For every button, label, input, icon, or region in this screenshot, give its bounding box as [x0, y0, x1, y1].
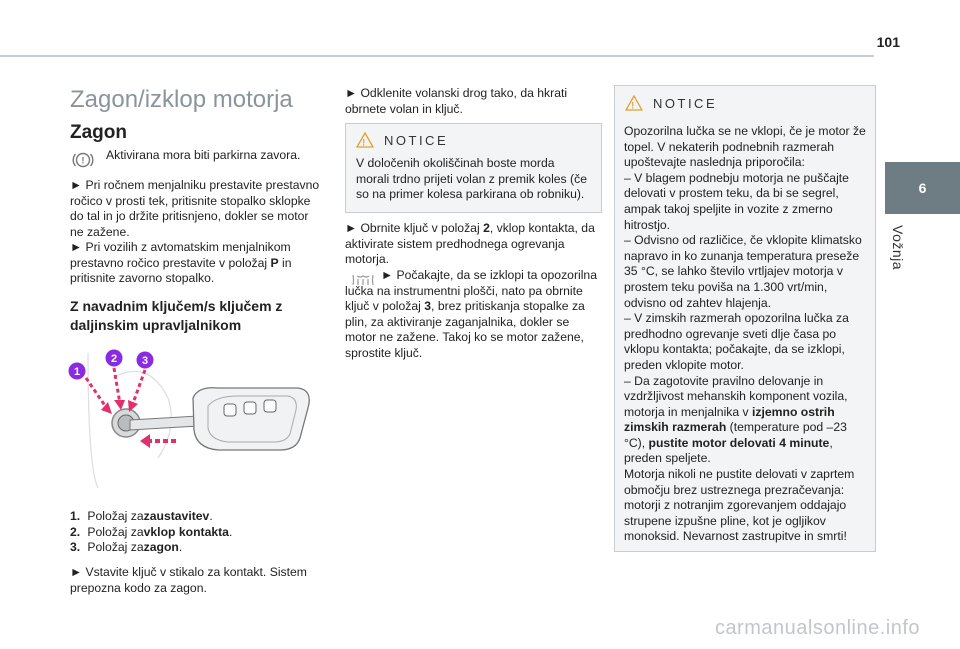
list-item: 1. Položaj za zaustavitev . — [70, 509, 213, 523]
parking-brake-icon — [72, 151, 94, 174]
warning-icon — [356, 132, 374, 148]
notice-title: NOTICE — [653, 95, 718, 111]
notice-paragraph: Opozorilna lučka se ne vklopi, če je motor že topel. V nekaterih podnebnih razmerah upoštevajte naslednja priporočila: — [624, 124, 866, 170]
notice-header — [625, 95, 875, 111]
notice-title: NOTICE — [384, 132, 449, 148]
manual-gearbox-text: ► Pri ročnem menjalniku prestavite prestavno ročico v prosti tek, pritisnite stopalko sklopke do tal in jo držite pritisnjeno, dokler se motor ne zažene. — [70, 178, 320, 239]
warning-icon — [625, 95, 643, 111]
notice-header — [356, 132, 601, 148]
page-title: Zagon/izklop motorja — [70, 86, 293, 113]
svg-text:2: 2 — [110, 353, 118, 365]
svg-text:3: 3 — [141, 355, 149, 367]
notice-text: V določenih okoliščinah boste morda morali trdno prijeti volan z premik koles (če so na primer kolesa parkirana ob robniku). — [356, 156, 587, 202]
positions-list — [70, 509, 320, 556]
list-item: 2. Položaj za vklop kontakta . — [70, 524, 233, 539]
chapter-tab[interactable]: 6 — [885, 162, 960, 214]
notice-box — [345, 123, 602, 213]
callout-1-icon — [68, 362, 86, 385]
footer-watermark: carmanualsonline.info — [714, 617, 920, 639]
section-title: Zagon — [70, 122, 127, 143]
auto-gearbox-text: ► Pri vozilih z avtomatskim menjalnikom prestavno ročico prestavite v položaj P in pritisnite zavorno stopalko. — [70, 240, 292, 286]
cold-start-notice-box — [614, 85, 876, 552]
callout-2-icon — [105, 349, 123, 372]
list-item: 3. Položaj za zagon . — [70, 540, 183, 555]
page-number: 101 — [876, 34, 900, 50]
wait-warning-light-text: ► Počakajte, da se izklopi ta opozorilna lučka na instrumentni plošči, nato pa obrnite ključ v položaj 3, brez pritiskanja stopalke za plin, za aktiviranje zaganjalnika, dokler se motor ne zažene. Takoj ko se motor zažene, sprostite ključ. — [345, 268, 597, 360]
notice-paragraph: – V zimskih razmerah opozorilna lučka za predhodno ogrevanje sveti dlje časa po vklopu kontakta; počakajte, da se izklopi, preden vklopite motor. — [624, 311, 849, 372]
svg-text:!: ! — [631, 100, 637, 111]
svg-text:1: 1 — [73, 366, 81, 378]
insert-key-text: ► Vstavite ključ v stikalo za kontakt. Sistem prepozna kodo za zagon. — [70, 565, 307, 595]
notice-paragraph: Motorja nikoli ne pustite delovati v zaprtem območju brez ustreznega prezračevanja: motorji z notranjim zgorevanjem oddajajo strupene izpušne pline, kot je ogljikov monoksid. Nevarnost zastrupitve in smrti! — [624, 467, 855, 544]
key-heading: Z navadnim ključem/s ključem z daljinskim upravljalnikom — [70, 298, 283, 333]
turn-key-text: ► Obrnite ključ v položaj 2, vklop kontakta, da aktivirate sistem predhodnega ogrevanja motorja. — [345, 221, 595, 267]
svg-text:!: ! — [81, 155, 85, 166]
header-divider — [0, 55, 874, 57]
notice-paragraph: – Odvisno od različice, če vklopite klimatsko napravo in ko zunanja temperatura preseže 35 °C, se lahko število vrtljajev motorja v prostem teku poviša na 1.300 vrt/min, odvisno od zahtev hlajenja. — [624, 233, 862, 310]
unlock-text: ► Odklenite volanski drog tako, da hkrati obrnete volan in ključ. — [345, 86, 568, 116]
parking-note: Aktivirana mora biti parkirna zavora. — [106, 148, 301, 162]
chapter-label: Vožnja — [890, 225, 906, 271]
callout-3-icon — [136, 351, 154, 374]
svg-text:!: ! — [362, 137, 368, 148]
notice-paragraph: – Da zagotovite pravilno delovanje in vzdržljivost mehanskih komponent vozila, motorja in menjalnika v izjemno ostrih zimskih razmerah (temperature pod –23 °C), pustite motor delovati 4 minute, preden speljete. — [624, 373, 848, 466]
notice-paragraph: – V blagem podnebju motorja ne puščajte delovati v prostem teku, da bi se segrel, ampak takoj speljite in vozite z zmerno hitrostjo. — [624, 170, 849, 232]
